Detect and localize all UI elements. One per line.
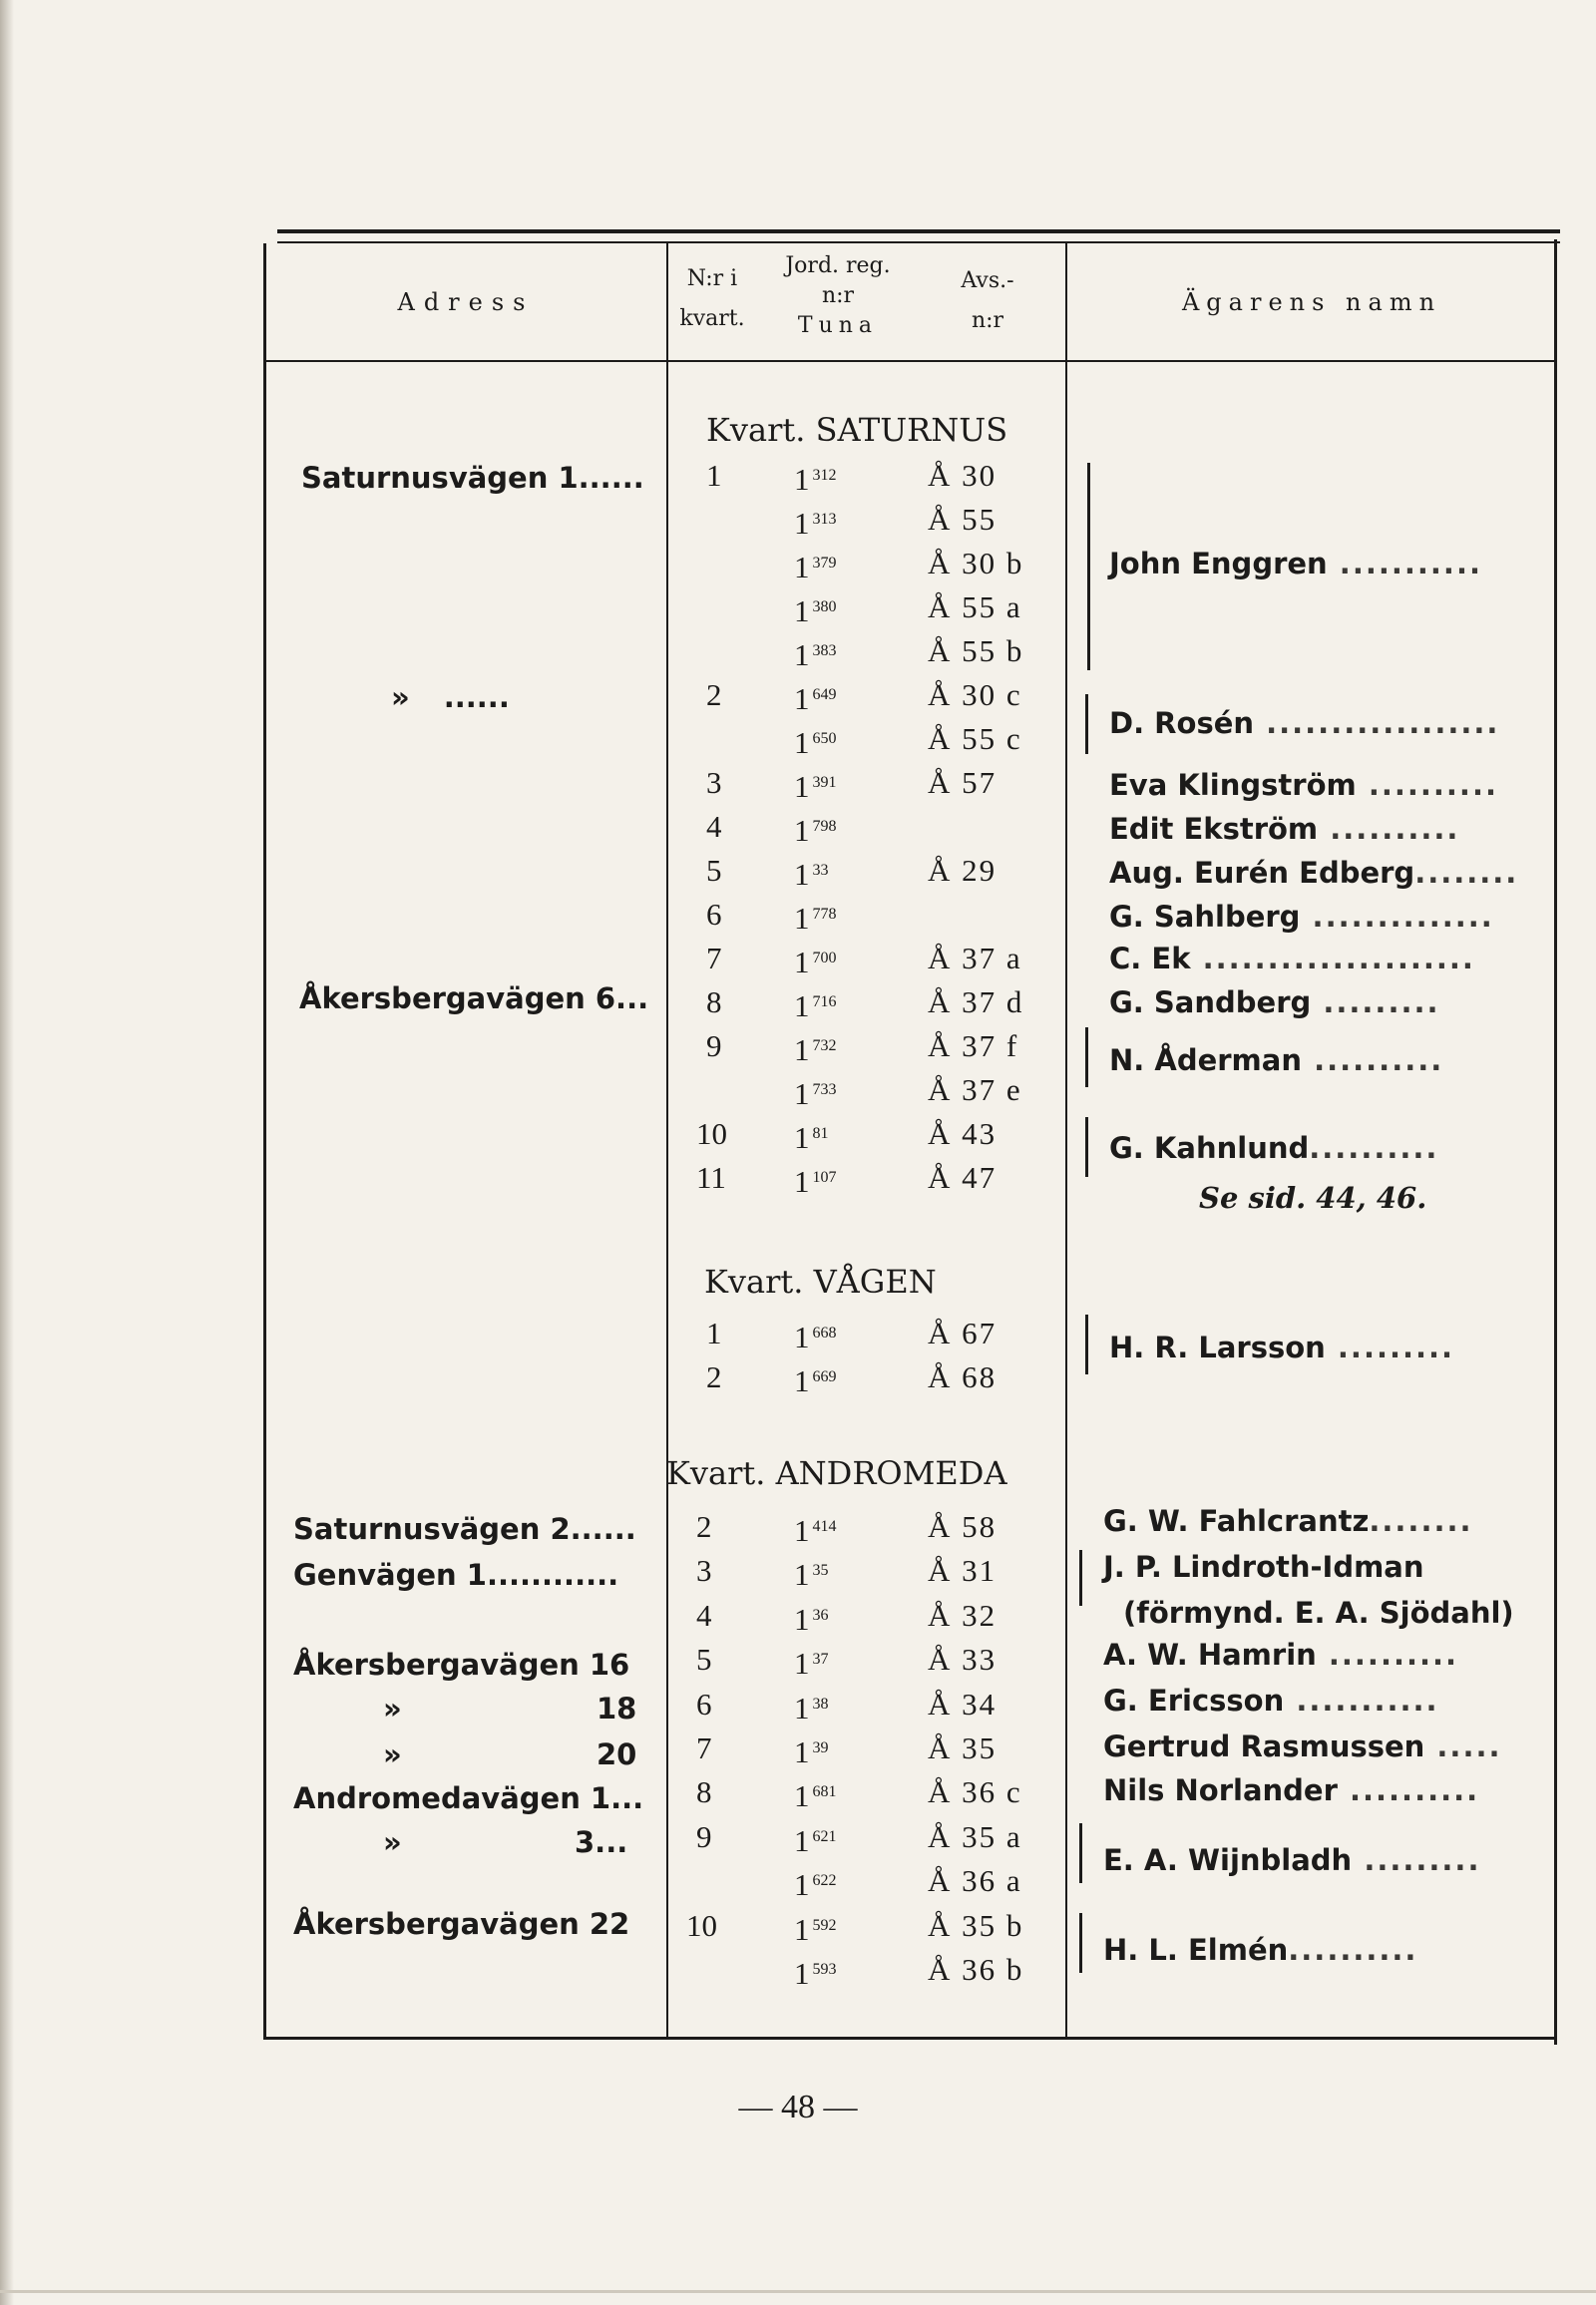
cell-kvarter-nr: 9 bbox=[706, 1028, 722, 1063]
owner-name: G. Ericsson bbox=[1103, 1684, 1285, 1718]
cell-kvarter-nr: 10 bbox=[696, 1116, 727, 1151]
owner-name: Eva Klingström bbox=[1109, 768, 1357, 802]
house-number: 3... bbox=[575, 1825, 628, 1859]
jord-reg-base: 1 bbox=[794, 1867, 810, 1903]
cell-avs-nr: Å 55 bbox=[928, 502, 998, 537]
cell-jord-reg bbox=[794, 1688, 829, 1726]
cell-jord-reg bbox=[794, 898, 837, 936]
brace-rosen bbox=[1085, 694, 1088, 754]
cell-kvarter-nr: 7 bbox=[696, 1730, 712, 1765]
owner-euren-edberg: Aug. Eurén Edberg........ bbox=[1109, 856, 1519, 890]
owner-norlander: Nils Norlander .......... bbox=[1103, 1773, 1480, 1807]
owner-name: H. L. Elmén bbox=[1103, 1933, 1289, 1967]
jord-reg-sub: 38 bbox=[812, 1695, 829, 1713]
owner-name: G. Sahlberg bbox=[1109, 900, 1301, 934]
owner-name: Nils Norlander bbox=[1103, 1773, 1338, 1807]
cell-jord-reg bbox=[794, 590, 837, 628]
owner-elmen: H. L. Elmén.......... bbox=[1103, 1933, 1418, 1967]
cell-jord-reg bbox=[794, 1643, 829, 1681]
brace-lindroth bbox=[1079, 1550, 1082, 1606]
jord-reg-base: 1 bbox=[794, 1320, 810, 1354]
jord-reg-base: 1 bbox=[794, 593, 810, 628]
address-ditto-18 bbox=[383, 1692, 637, 1726]
cell-jord-reg bbox=[794, 1029, 837, 1067]
cell-avs-nr: Å 35 a bbox=[928, 1818, 1022, 1854]
owner-guardian-note: (förmynd. E. A. Sjödahl) bbox=[1123, 1596, 1514, 1630]
jord-reg-base: 1 bbox=[794, 725, 810, 760]
jord-reg-base: 1 bbox=[794, 1557, 810, 1593]
header-avs-line1: Avs.- bbox=[961, 268, 1014, 293]
ditto-mark: » bbox=[383, 1692, 402, 1726]
cell-avs-nr: Å 55 c bbox=[928, 721, 1022, 756]
jord-reg-base: 1 bbox=[794, 1734, 810, 1769]
jord-reg-sub: 681 bbox=[812, 1783, 837, 1801]
header-owner: Ägarens namn bbox=[1181, 288, 1442, 316]
jord-reg-base: 1 bbox=[794, 1778, 810, 1814]
cell-jord-reg bbox=[794, 1864, 837, 1902]
address-genvagen-1: Genvägen 1............ bbox=[293, 1558, 619, 1592]
jord-reg-base: 1 bbox=[794, 1363, 810, 1398]
jord-reg-sub: 592 bbox=[812, 1916, 837, 1934]
cell-kvarter-nr: 3 bbox=[696, 1553, 712, 1589]
jord-reg-base: 1 bbox=[794, 813, 810, 848]
owner-klingstrom: Eva Klingström .......... bbox=[1109, 768, 1498, 802]
owner-ekstrom: Edit Ekström .......... bbox=[1109, 812, 1460, 846]
section-title-vagen: Kvart. VÅGEN bbox=[704, 1263, 937, 1301]
jord-reg-base: 1 bbox=[794, 462, 810, 497]
cell-avs-nr: Å 32 bbox=[928, 1597, 998, 1633]
cell-kvarter-nr: 8 bbox=[696, 1774, 712, 1810]
cell-avs-nr: Å 29 bbox=[928, 853, 998, 888]
table-top-rule-thin bbox=[277, 241, 1560, 243]
cell-avs-nr: Å 35 bbox=[928, 1730, 998, 1765]
owner-name: John Enggren bbox=[1109, 547, 1328, 580]
cell-avs-nr: Å 36 a bbox=[928, 1863, 1022, 1899]
owner-name: G. W. Fahlcrantz bbox=[1103, 1504, 1370, 1538]
jord-reg-base: 1 bbox=[794, 945, 810, 979]
ditto-mark: » bbox=[383, 1825, 402, 1859]
page-edge-shadow bbox=[0, 0, 14, 2305]
cell-avs-nr: Å 30 b bbox=[928, 546, 1024, 580]
address-akersbergavagen-6: Åkersbergavägen 6... bbox=[299, 981, 649, 1015]
section-title-andromeda: Kvart. ANDROMEDA bbox=[666, 1454, 1007, 1492]
owner-name: C. Ek bbox=[1109, 942, 1191, 975]
cell-jord-reg bbox=[794, 1073, 837, 1111]
header-nr-line1: N:r i bbox=[686, 266, 738, 291]
cell-kvarter-nr: 6 bbox=[696, 1686, 712, 1722]
cell-jord-reg bbox=[794, 1599, 829, 1637]
jord-reg-base: 1 bbox=[794, 901, 810, 936]
ditto-dots: ...... bbox=[443, 680, 510, 714]
jord-reg-sub: 622 bbox=[812, 1872, 837, 1890]
cell-jord-reg bbox=[794, 547, 837, 584]
cell-jord-reg bbox=[794, 985, 837, 1023]
jord-reg-base: 1 bbox=[794, 1911, 810, 1947]
jord-reg-sub: 107 bbox=[812, 1169, 837, 1186]
jord-reg-sub: 391 bbox=[812, 774, 837, 791]
header-jord-line1: Jord. reg. bbox=[785, 253, 891, 278]
jord-reg-sub: 81 bbox=[812, 1125, 829, 1142]
cell-avs-nr: Å 36 b bbox=[928, 1952, 1024, 1987]
owner-ericsson: G. Ericsson ........... bbox=[1103, 1684, 1439, 1718]
header-avs bbox=[938, 261, 1037, 341]
cell-kvarter-nr: 7 bbox=[706, 941, 722, 975]
see-reference: Se sid. 44, 46. bbox=[1199, 1181, 1427, 1215]
cell-kvarter-nr: 1 bbox=[706, 1316, 722, 1350]
header-nr bbox=[672, 259, 752, 339]
cell-jord-reg bbox=[794, 722, 837, 760]
cell-avs-nr: Å 37 e bbox=[928, 1072, 1022, 1107]
cell-avs-nr: Å 35 b bbox=[928, 1907, 1024, 1943]
jord-reg-sub: 700 bbox=[812, 950, 837, 966]
cell-avs-nr: Å 37 a bbox=[928, 941, 1022, 975]
jord-reg-base: 1 bbox=[794, 506, 810, 541]
header-jord-line3: Tuna bbox=[797, 313, 879, 338]
table-left-border bbox=[263, 243, 266, 2039]
owner-hamrin: A. W. Hamrin .......... bbox=[1103, 1638, 1459, 1672]
cell-jord-reg bbox=[794, 1117, 829, 1155]
cell-avs-nr: Å 68 bbox=[928, 1359, 998, 1394]
column-divider-owner bbox=[1065, 243, 1067, 2037]
cell-jord-reg bbox=[794, 1317, 837, 1354]
cell-kvarter-nr: 2 bbox=[696, 1509, 712, 1544]
jord-reg-base: 1 bbox=[794, 857, 810, 892]
jord-reg-sub: 733 bbox=[812, 1081, 837, 1098]
jord-reg-sub: 650 bbox=[812, 730, 837, 747]
jord-reg-base: 1 bbox=[794, 1646, 810, 1682]
jord-reg-sub: 313 bbox=[812, 511, 837, 528]
jord-reg-base: 1 bbox=[794, 1956, 810, 1991]
cell-avs-nr: Å 67 bbox=[928, 1316, 998, 1350]
owner-name: Edit Ekström bbox=[1109, 812, 1319, 846]
owner-john-enggren: John Enggren ........... bbox=[1109, 547, 1482, 580]
address-ditto-3 bbox=[383, 1825, 628, 1859]
cell-jord-reg bbox=[794, 634, 837, 672]
jord-reg-sub: 36 bbox=[812, 1606, 829, 1624]
header-adress: Adress bbox=[397, 288, 535, 316]
owner-rasmussen: Gertrud Rasmussen ..... bbox=[1103, 1729, 1502, 1763]
cell-avs-nr: Å 37 f bbox=[928, 1028, 1019, 1063]
cell-jord-reg bbox=[794, 1510, 837, 1548]
jord-reg-sub: 593 bbox=[812, 1961, 837, 1978]
jord-reg-base: 1 bbox=[794, 769, 810, 804]
jord-reg-base: 1 bbox=[794, 988, 810, 1023]
jord-reg-sub: 716 bbox=[812, 993, 837, 1010]
owner-wijnbladh: E. A. Wijnbladh ......... bbox=[1103, 1843, 1481, 1877]
house-number: 20 bbox=[597, 1737, 637, 1771]
cell-kvarter-nr: 9 bbox=[696, 1818, 712, 1854]
cell-avs-nr: Å 30 bbox=[928, 458, 998, 493]
address-saturnusvagen-1: Saturnusvägen 1...... bbox=[301, 461, 644, 495]
cell-jord-reg bbox=[794, 1820, 837, 1858]
ditto-mark: » bbox=[391, 680, 410, 714]
jord-reg-sub: 649 bbox=[812, 686, 837, 703]
cell-kvarter-nr: 2 bbox=[706, 677, 722, 712]
jord-reg-sub: 668 bbox=[812, 1325, 837, 1342]
address-ditto-20 bbox=[383, 1737, 637, 1771]
address-saturnusvagen-2: Saturnusvägen 2...... bbox=[293, 1512, 636, 1546]
jord-reg-base: 1 bbox=[794, 1513, 810, 1548]
jord-reg-sub: 379 bbox=[812, 555, 837, 572]
jord-reg-sub: 33 bbox=[812, 862, 829, 879]
jord-reg-base: 1 bbox=[794, 1164, 810, 1199]
owner-name: G. Sandberg bbox=[1109, 985, 1312, 1019]
cell-avs-nr: Å 33 bbox=[928, 1642, 998, 1678]
cell-jord-reg bbox=[794, 766, 837, 804]
cell-avs-nr: Å 47 bbox=[928, 1160, 998, 1195]
header-jord-line2: n:r bbox=[821, 283, 855, 308]
jord-reg-sub: 798 bbox=[812, 818, 837, 835]
cell-kvarter-nr: 5 bbox=[706, 853, 722, 888]
cell-jord-reg bbox=[794, 854, 829, 892]
cell-kvarter-nr: 8 bbox=[706, 984, 722, 1019]
cell-avs-nr: Å 58 bbox=[928, 1509, 998, 1544]
cell-jord-reg bbox=[794, 1731, 829, 1769]
cell-kvarter-nr: 4 bbox=[696, 1597, 712, 1633]
header-jord bbox=[778, 251, 898, 341]
owner-sandberg: G. Sandberg ......... bbox=[1109, 985, 1440, 1019]
cell-kvarter-nr: 6 bbox=[706, 897, 722, 932]
owner-fahlcrantz: G. W. Fahlcrantz........ bbox=[1103, 1504, 1473, 1538]
jord-reg-sub: 414 bbox=[812, 1518, 837, 1535]
jord-reg-sub: 732 bbox=[812, 1037, 837, 1054]
brace-elmen bbox=[1079, 1913, 1082, 1973]
owner-sahlberg: G. Sahlberg .............. bbox=[1109, 900, 1494, 934]
header-nr-line2: kvart. bbox=[679, 306, 745, 331]
cell-jord-reg bbox=[794, 678, 837, 716]
brace-kahnlund bbox=[1085, 1117, 1088, 1177]
cell-avs-nr: Å 57 bbox=[928, 765, 998, 800]
cell-kvarter-nr: 5 bbox=[696, 1642, 712, 1678]
owner-aderman: N. Åderman .......... bbox=[1109, 1043, 1444, 1077]
section-title-saturnus: Kvart. SATURNUS bbox=[706, 411, 1008, 449]
cell-jord-reg bbox=[794, 1360, 837, 1398]
brace-larsson bbox=[1085, 1315, 1088, 1374]
cell-avs-nr: Å 37 d bbox=[928, 984, 1024, 1019]
jord-reg-base: 1 bbox=[794, 1120, 810, 1155]
table-right-border bbox=[1554, 239, 1557, 2045]
jord-reg-base: 1 bbox=[794, 1601, 810, 1637]
cell-jord-reg bbox=[794, 942, 837, 979]
owner-name: Aug. Eurén Edberg bbox=[1109, 856, 1415, 890]
owner-name: G. Kahnlund bbox=[1109, 1131, 1310, 1165]
jord-reg-base: 1 bbox=[794, 637, 810, 672]
cell-avs-nr: Å 43 bbox=[928, 1116, 998, 1151]
owner-name: D. Rosén bbox=[1109, 706, 1255, 740]
owner-name: A. W. Hamrin bbox=[1103, 1638, 1317, 1672]
owner-rosen: D. Rosén .................. bbox=[1109, 706, 1500, 740]
owner-name: E. A. Wijnbladh bbox=[1103, 1843, 1353, 1877]
cell-jord-reg bbox=[794, 459, 837, 497]
cell-avs-nr: Å 30 c bbox=[928, 677, 1022, 712]
cell-jord-reg bbox=[794, 503, 837, 541]
cell-kvarter-nr: 3 bbox=[706, 765, 722, 800]
jord-reg-sub: 380 bbox=[812, 598, 837, 615]
owner-lindroth-idman: J. P. Lindroth-Idman bbox=[1103, 1550, 1424, 1584]
owner-kahnlund: G. Kahnlund.......... bbox=[1109, 1131, 1439, 1165]
brace-john-enggren bbox=[1087, 463, 1090, 670]
owner-larsson: H. R. Larsson ......... bbox=[1109, 1331, 1455, 1364]
cell-kvarter-nr: 4 bbox=[706, 809, 722, 844]
jord-reg-sub: 778 bbox=[812, 906, 837, 923]
cell-kvarter-nr: 10 bbox=[686, 1907, 717, 1943]
jord-reg-base: 1 bbox=[794, 1076, 810, 1111]
brace-aderman bbox=[1085, 1027, 1088, 1087]
owner-name: H. R. Larsson bbox=[1109, 1331, 1326, 1364]
table-bottom-rule bbox=[263, 2037, 1556, 2040]
address-akersbergavagen-22: Åkersbergavägen 22 bbox=[293, 1907, 630, 1941]
jord-reg-base: 1 bbox=[794, 1690, 810, 1726]
jord-reg-sub: 37 bbox=[812, 1651, 829, 1669]
jord-reg-sub: 39 bbox=[812, 1739, 829, 1756]
header-avs-line2: n:r bbox=[971, 308, 1004, 333]
cell-avs-nr: Å 36 c bbox=[928, 1774, 1022, 1810]
owner-name: Gertrud Rasmussen bbox=[1103, 1729, 1425, 1763]
cell-avs-nr: Å 55 b bbox=[928, 633, 1024, 668]
jord-reg-base: 1 bbox=[794, 1822, 810, 1858]
jord-reg-sub: 669 bbox=[812, 1368, 837, 1385]
cell-kvarter-nr: 1 bbox=[706, 458, 722, 493]
table-top-rule bbox=[277, 229, 1560, 233]
page-number: — 48 — bbox=[738, 2089, 858, 2125]
cell-kvarter-nr: 11 bbox=[696, 1160, 726, 1195]
jord-reg-sub: 312 bbox=[812, 467, 837, 484]
jord-reg-base: 1 bbox=[794, 681, 810, 716]
jord-reg-sub: 383 bbox=[812, 642, 837, 659]
cell-jord-reg bbox=[794, 1953, 837, 1991]
address-akersbergavagen-16: Åkersbergavägen 16 bbox=[293, 1648, 630, 1682]
brace-wijnbladh bbox=[1079, 1823, 1082, 1883]
jord-reg-base: 1 bbox=[794, 1032, 810, 1067]
ditto-mark: » bbox=[383, 1737, 402, 1771]
jord-reg-sub: 621 bbox=[812, 1827, 837, 1845]
owner-name: N. Åderman bbox=[1109, 1043, 1302, 1077]
cell-avs-nr: Å 31 bbox=[928, 1553, 998, 1589]
cell-avs-nr: Å 55 a bbox=[928, 589, 1022, 624]
address-andromedavagen-1: Andromedavägen 1... bbox=[293, 1781, 644, 1815]
jord-reg-base: 1 bbox=[794, 550, 810, 584]
jord-reg-sub: 35 bbox=[812, 1562, 829, 1580]
cell-kvarter-nr: 2 bbox=[706, 1359, 722, 1394]
address-ditto-mark bbox=[391, 680, 510, 714]
cell-jord-reg bbox=[794, 1909, 837, 1947]
cell-jord-reg bbox=[794, 1161, 837, 1199]
page-bottom-edge bbox=[0, 2290, 1596, 2293]
cell-jord-reg bbox=[794, 1554, 829, 1592]
owner-ek: C. Ek ..................... bbox=[1109, 942, 1475, 975]
cell-jord-reg bbox=[794, 1775, 837, 1813]
cell-jord-reg bbox=[794, 810, 837, 848]
house-number: 18 bbox=[597, 1692, 637, 1726]
cell-avs-nr: Å 34 bbox=[928, 1686, 998, 1722]
column-divider-address bbox=[666, 243, 668, 2037]
table-header-rule bbox=[263, 360, 1556, 362]
